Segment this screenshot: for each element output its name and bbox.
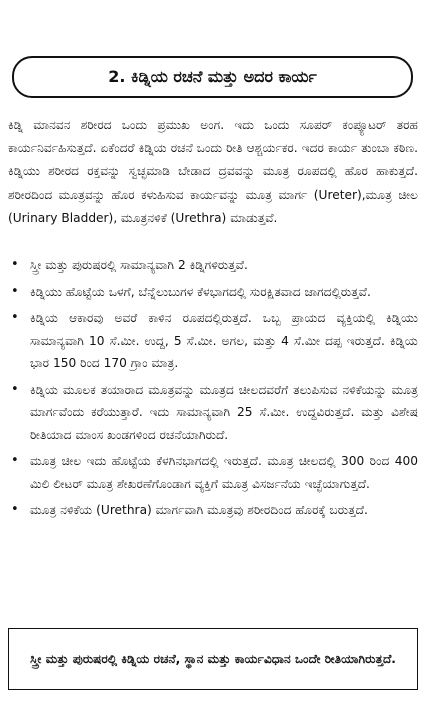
- list-item-text: ಮೂತ್ರ ನಳಿಕೆಯ (Urethra) ಮಾರ್ಗವಾಗಿ ಮೂತ್ರವು ಶರೀರದಿಂದ ಹೊರಕ್ಕೆ ಬರುತ್ತದೆ.: [30, 503, 368, 517]
- list-item: [8, 450, 418, 495]
- list-item: [8, 307, 418, 375]
- list-item-text: ಸ್ತ್ರೀ ಮತ್ತು ಪುರುಷರಲ್ಲಿ ಸಾಮಾನ್ಯವಾಗಿ 2 ಕಿಡ್ನಿಗಳಿರುತ್ತವೆ.: [30, 258, 248, 272]
- list-item: [8, 254, 418, 277]
- bullet-icon: •: [11, 283, 19, 299]
- list-item-text: ಮೂತ್ರ ಚೀಲ ಇದು ಹೊಟ್ಟೆಯ ಕೆಳಗಿನಭಾಗದಲ್ಲಿ ಇರುತ್ತದೆ. ಮೂತ್ರ ಚೀಲದಲ್ಲಿ 300 ರಿಂದ 400 ಮಿಲಿ ಲೀಟರ್ ಮೂತ್ರ ಶೇಖರಣೆಗೊಂಡಾಗ ವ್ಯಕ್ತಿಗೆ ಮೂತ್ರ ವಿಸರ್ಜನೆಯ ಇಚ್ಛೆಯಾಗುತ್ತದೆ.: [30, 454, 418, 491]
- section-title-box: [12, 56, 413, 98]
- summary-note-box: [8, 628, 418, 690]
- list-item-text: ಕಿಡ್ನಿಯ ಆಕಾರವು ಅವರೆ ಕಾಳಿನ ರೂಪದಲ್ಲಿರುತ್ತದೆ. ಒಬ್ಬ ಪ್ರಾಯದ ವ್ಯಕ್ತಿಯಲ್ಲಿ ಕಿಡ್ನಿಯು ಸಾಮಾನ್ಯವಾಗಿ 10 ಸೆ.ಮೀ. ಉದ್ದ, 5 ಸೆ.ಮೀ. ಅಗಲ, ಮತ್ತು 4 ಸೆ.ಮೀ ದಪ್ಪ ಇರುತ್ತದೆ. ಕಿಡ್ನಿಯ ಭಾರ 150 ರಿಂದ 170 ಗ್ರಾಂ ಮಾತ್ರ.: [30, 311, 418, 370]
- bullet-list: [8, 254, 418, 526]
- bullet-icon: •: [11, 502, 19, 517]
- list-item: [8, 281, 418, 304]
- bullet-icon: •: [11, 310, 19, 325]
- intro-paragraph: ಕಿಡ್ನಿ ಮಾನವನ ಶರೀರದ ಒಂದು ಪ್ರಮುಖ ಅಂಗ. ಇದು ಒಂದು ಸೂಪರ್ ಕಂಪ್ಯೂಟರ್ ತರಹ ಕಾರ್ಯನಿರ್ವಹಿಸುತ್ತದೆ. ಏಕೆಂದರೆ ಕಿಡ್ನಿಯ ರಚನೆ ಒಂದು ರೀತಿ ಆಶ್ಚರ್ಯಕರ. ಇದರ ಕಾರ್ಯ ತುಂಬಾ ಕಠಿಣ. ಕಿಡ್ನಿಯು ಶರೀರದ ರಕ್ತವನ್ನು ಸ್ವಚ್ಛಮಾಡಿ ಬೇಡಾದ ದ್ರವವನ್ನು ಮೂತ್ರ ರೂಪದಲ್ಲಿ ಹೊರ ಹಾಕುತ್ತದೆ. ಶರೀರದಿಂದ ಮೂತ್ರವನ್ನು ಹೊರ ಕಳುಹಿಸುವ ಕಾರ್ಯವನ್ನು ಮೂತ್ರ ಮಾರ್ಗ (Ureter),ಮೂತ್ರ ಚೀಲ (Urinary Bladder), ಮೂತ್ರನಳಿಕೆ (Urethra) ಮಾಡುತ್ತವೆ.: [8, 118, 418, 225]
- list-item-text: ಕಿಡ್ನಿಯ ಮೂಲಕ ತಯಾರಾದ ಮೂತ್ರವನ್ನು ಮೂತ್ರದ ಚೀಲದವರೆಗೆ ತಲುಪಿಸುವ ನಳಿಕೆಯನ್ನು ಮೂತ್ರ ಮಾರ್ಗವೆಂದು ಕರೆಯುತ್ತಾರೆ. ಇದು ಸಾಮಾನ್ಯವಾಗಿ 25 ಸೆ.ಮೀ. ಉದ್ದವಿರುತ್ತದೆ. ಮತ್ತು ವಿಶೇಷ ರೀತಿಯಾದ ಮಾಂಸ ಖಂಡಗಳಿಂದ ರಚನೆಯಾಗಿರುದೆ.: [30, 382, 418, 442]
- bullet-icon: •: [11, 453, 19, 468]
- bullet-icon: •: [11, 257, 19, 272]
- list-item: [8, 499, 418, 522]
- list-item-text: ಕಿಡ್ನಿಯು ಹೊಟ್ಟೆಯ ಒಳಗೆ, ಬೆನ್ನೆಲುಬುಗಳ ಕೆಳಭಾಗದಲ್ಲಿ ಸುರಕ್ಷಿತವಾದ ಜಾಗದಲ್ಲಿರುತ್ತವೆ.: [30, 284, 371, 299]
- list-item: [8, 379, 418, 447]
- summary-note: ಸ್ತ್ರೀ ಮತ್ತು ಪುರುಷರಲ್ಲಿ ಕಿಡ್ನಿಯ ರಚನೆ, ಸ್ಥಾನ ಮತ್ತು ಕಾರ್ಯವಿಧಾನ ಒಂದೇ ರೀತಿಯಾಗಿರುತ್ತದೆ.: [30, 652, 396, 666]
- bullet-icon: •: [11, 381, 19, 397]
- section-title: 2. ಕಿಡ್ನಿಯ ರಚನೆ ಮತ್ತು ಅದರ ಕಾರ್ಯ: [108, 67, 317, 86]
